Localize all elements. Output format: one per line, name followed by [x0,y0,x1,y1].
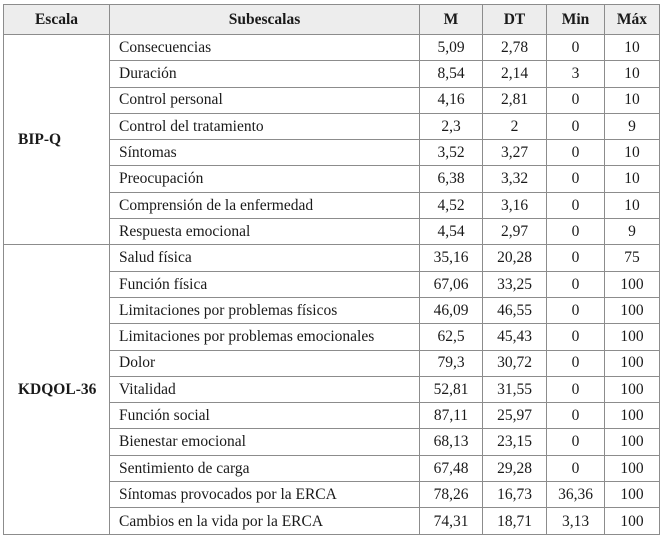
max-cell: 100 [605,297,660,323]
m-cell: 4,16 [420,87,483,113]
dt-cell: 45,43 [483,324,547,350]
m-cell: 67,48 [420,455,483,481]
m-cell: 4,52 [420,192,483,218]
min-cell: 0 [547,192,605,218]
m-cell: 46,09 [420,297,483,323]
max-cell: 100 [605,482,660,508]
subescala-cell: Comprensión de la enfermedad [110,192,420,218]
escala-cell: KDQOL-36 [4,245,110,535]
max-cell: 100 [605,324,660,350]
max-cell: 75 [605,245,660,271]
m-cell: 2,3 [420,113,483,139]
subescala-cell: Síntomas [110,140,420,166]
m-cell: 4,54 [420,219,483,245]
header-min: Min [547,5,605,35]
subescala-cell: Función social [110,403,420,429]
m-cell: 8,54 [420,61,483,87]
subescala-cell: Consecuencias [110,35,420,61]
subescala-cell: Control personal [110,87,420,113]
dt-cell: 2,14 [483,61,547,87]
min-cell: 0 [547,324,605,350]
max-cell: 10 [605,61,660,87]
min-cell: 0 [547,166,605,192]
max-cell: 10 [605,87,660,113]
max-cell: 10 [605,140,660,166]
dt-cell: 29,28 [483,455,547,481]
header-escala: Escala [4,5,110,35]
max-cell: 100 [605,376,660,402]
m-cell: 5,09 [420,35,483,61]
min-cell: 0 [547,113,605,139]
max-cell: 9 [605,113,660,139]
min-cell: 0 [547,429,605,455]
dt-cell: 31,55 [483,376,547,402]
m-cell: 6,38 [420,166,483,192]
max-cell: 10 [605,166,660,192]
subescala-cell: Preocupación [110,166,420,192]
max-cell: 9 [605,219,660,245]
statistics-table [3,4,660,535]
subescala-cell: Salud física [110,245,420,271]
header-row [4,5,660,35]
min-cell: 0 [547,403,605,429]
dt-cell: 33,25 [483,271,547,297]
table-body [4,35,660,535]
dt-cell: 3,32 [483,166,547,192]
dt-cell: 25,97 [483,403,547,429]
subescala-cell: Bienestar emocional [110,429,420,455]
dt-cell: 23,15 [483,429,547,455]
min-cell: 3,13 [547,508,605,535]
subescala-cell: Función física [110,271,420,297]
max-cell: 10 [605,192,660,218]
subescala-cell: Limitaciones por problemas físicos [110,297,420,323]
m-cell: 79,3 [420,350,483,376]
min-cell: 0 [547,376,605,402]
m-cell: 87,11 [420,403,483,429]
m-cell: 52,81 [420,376,483,402]
m-cell: 35,16 [420,245,483,271]
subescala-cell: Vitalidad [110,376,420,402]
dt-cell: 18,71 [483,508,547,535]
dt-cell: 2,81 [483,87,547,113]
dt-cell: 30,72 [483,350,547,376]
m-cell: 3,52 [420,140,483,166]
subescala-cell: Control del tratamiento [110,113,420,139]
min-cell: 0 [547,35,605,61]
m-cell: 74,31 [420,508,483,535]
subescala-cell: Síntomas provocados por la ERCA [110,482,420,508]
max-cell: 10 [605,35,660,61]
header-dt: DT [483,5,547,35]
dt-cell: 2,97 [483,219,547,245]
min-cell: 0 [547,455,605,481]
max-cell: 100 [605,403,660,429]
dt-cell: 2 [483,113,547,139]
min-cell: 0 [547,350,605,376]
dt-cell: 3,16 [483,192,547,218]
header-m: M [420,5,483,35]
max-cell: 100 [605,508,660,535]
min-cell: 0 [547,271,605,297]
dt-cell: 16,73 [483,482,547,508]
max-cell: 100 [605,271,660,297]
min-cell: 0 [547,87,605,113]
min-cell: 0 [547,219,605,245]
min-cell: 36,36 [547,482,605,508]
escala-cell: BIP-Q [4,35,110,245]
dt-cell: 3,27 [483,140,547,166]
m-cell: 78,26 [420,482,483,508]
max-cell: 100 [605,429,660,455]
header-max: Máx [605,5,660,35]
dt-cell: 46,55 [483,297,547,323]
min-cell: 0 [547,245,605,271]
m-cell: 67,06 [420,271,483,297]
dt-cell: 2,78 [483,35,547,61]
min-cell: 0 [547,297,605,323]
dt-cell: 20,28 [483,245,547,271]
header-subescalas: Subescalas [110,5,420,35]
m-cell: 68,13 [420,429,483,455]
subescala-cell: Sentimiento de carga [110,455,420,481]
min-cell: 0 [547,140,605,166]
subescala-cell: Respuesta emocional [110,219,420,245]
max-cell: 100 [605,455,660,481]
min-cell: 3 [547,61,605,87]
subescala-cell: Dolor [110,350,420,376]
max-cell: 100 [605,350,660,376]
table-row [4,245,660,271]
table-row [4,35,660,61]
subescala-cell: Duración [110,61,420,87]
m-cell: 62,5 [420,324,483,350]
subescala-cell: Limitaciones por problemas emocionales [110,324,420,350]
subescala-cell: Cambios en la vida por la ERCA [110,508,420,535]
